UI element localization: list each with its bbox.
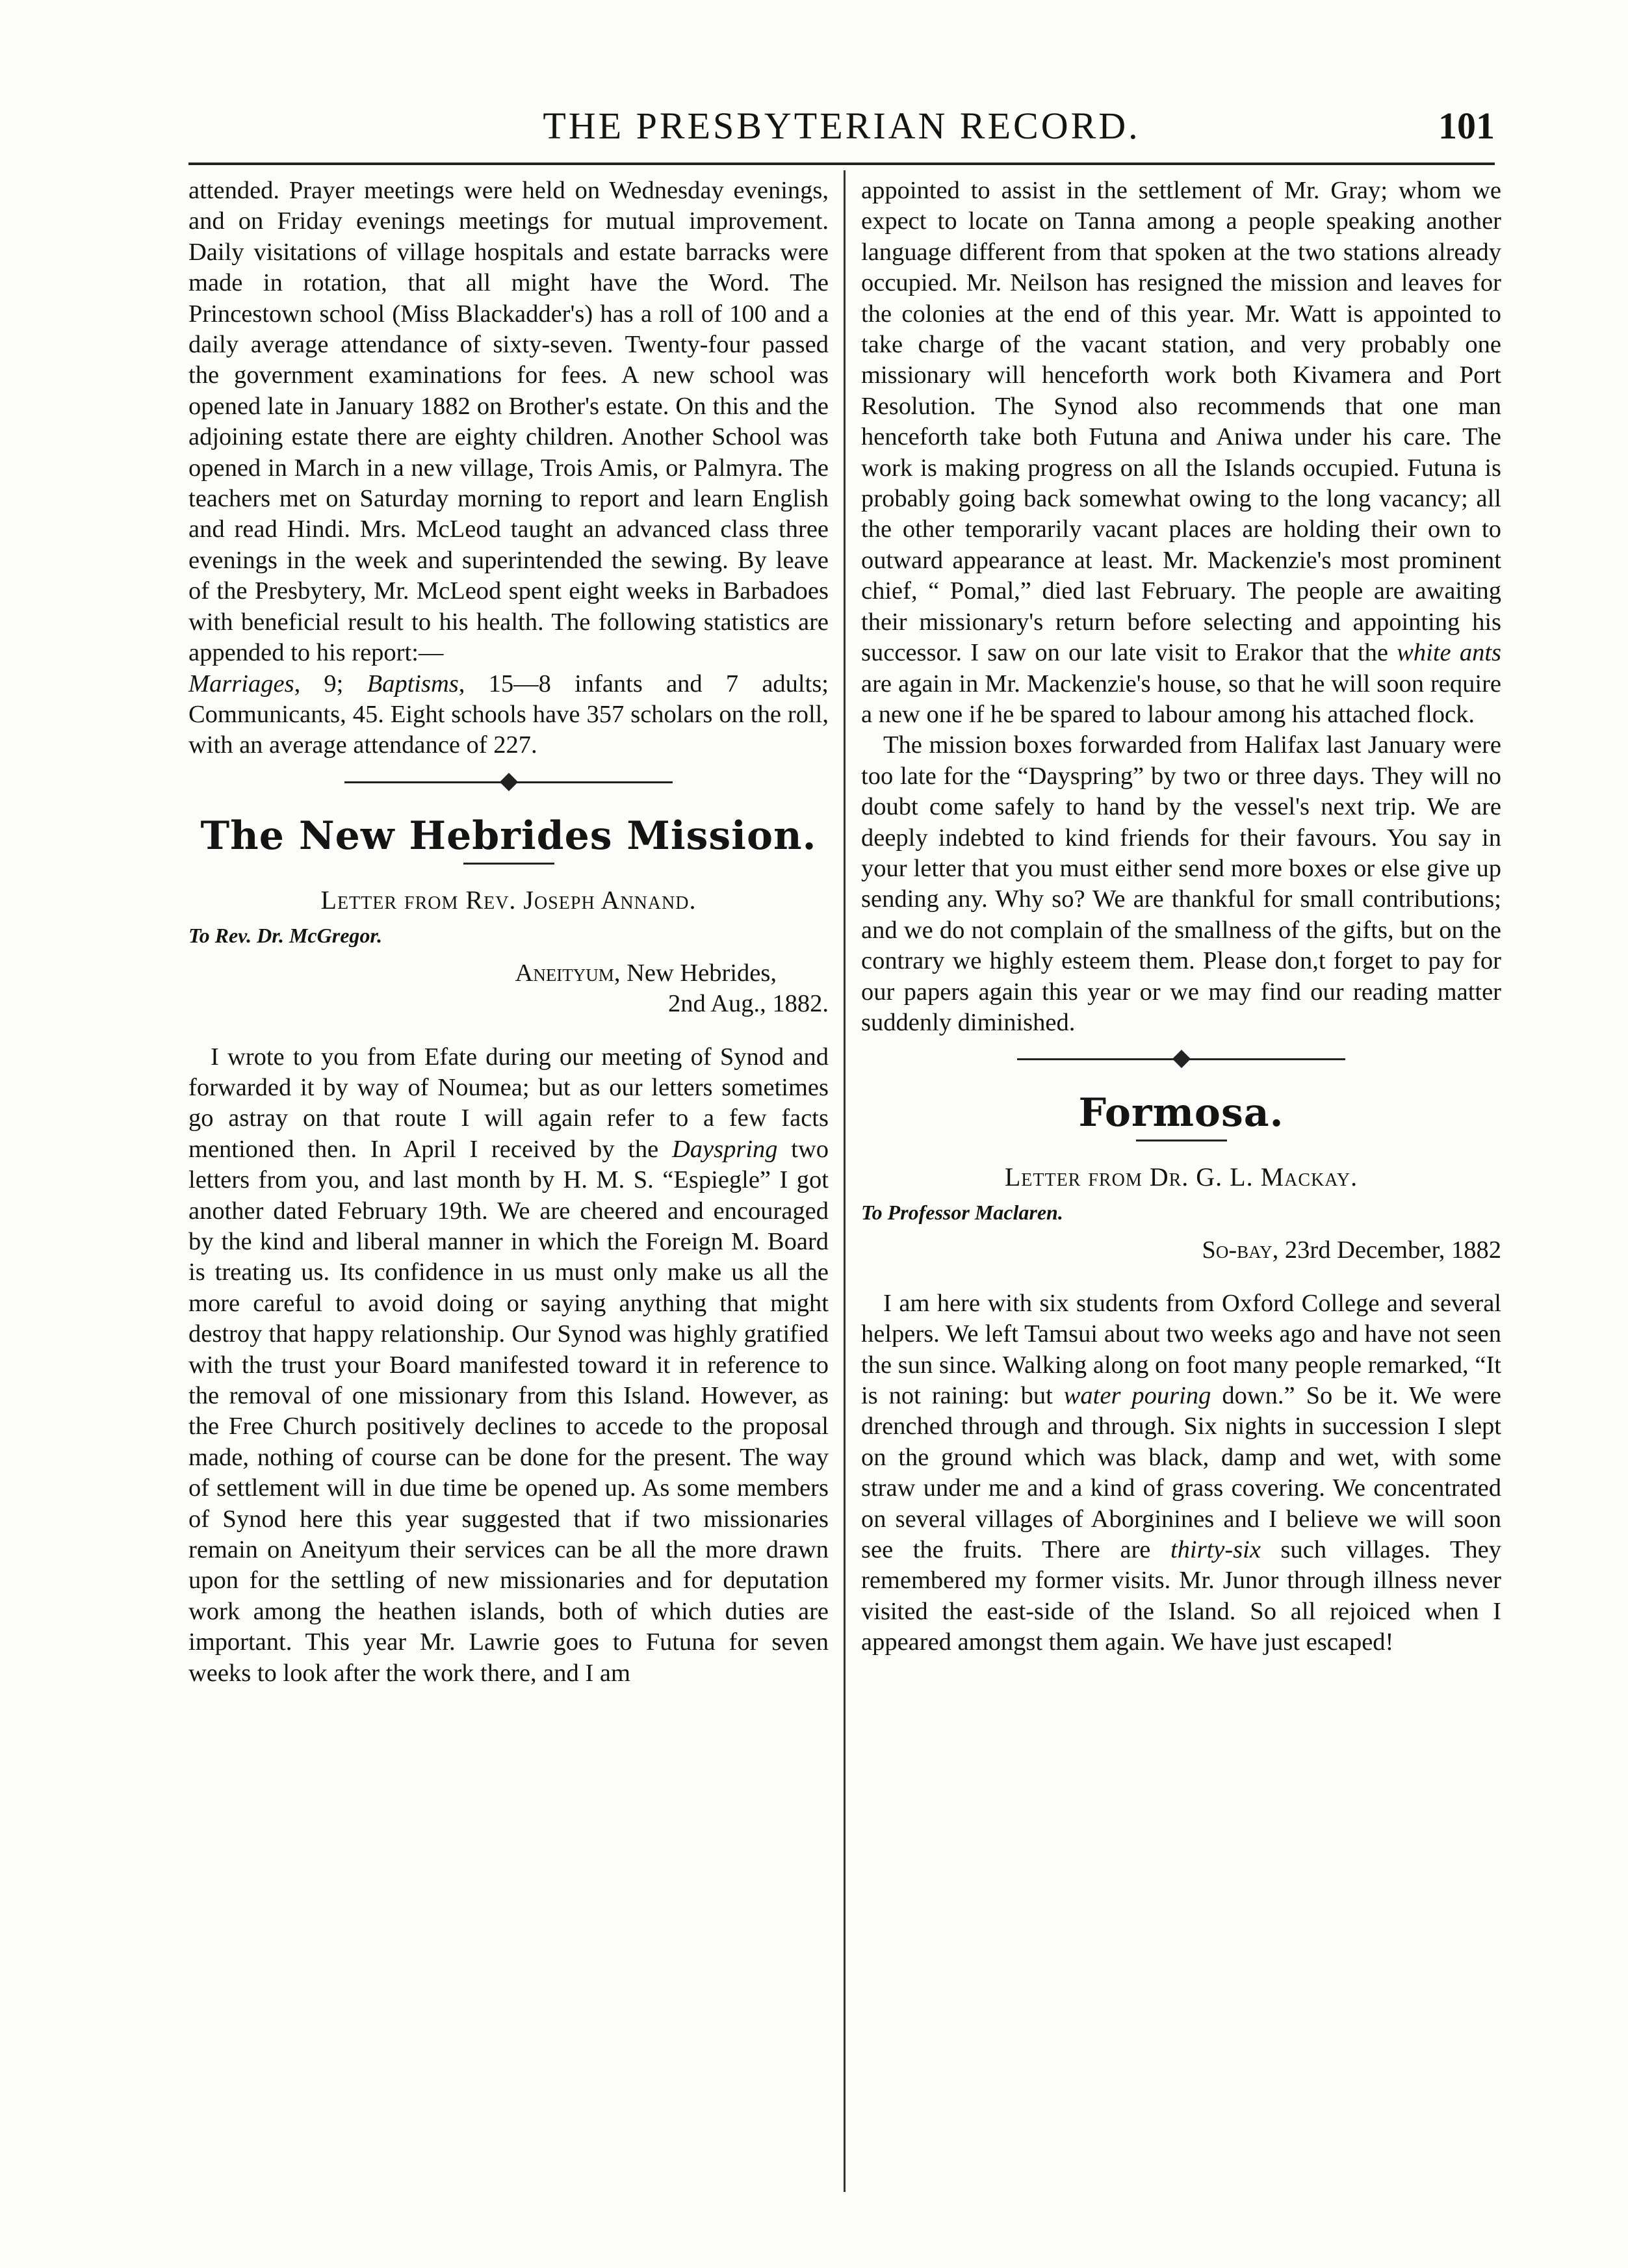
left-column — [188, 176, 829, 1689]
trinidad-report-continuation: attended. Prayer meetings were held on Wednesday evenings, and on Friday evenings meetings for mutual improvement. Daily visitations of village hospitals and estate barracks were made in rotation, that all might have the Word. The Princestown school (Miss Blackadder's) has a roll of 100 and a daily average attendance of sixty-seven. Twenty-four passed the government examinations for fees. A new school was opened late in January 1882 on Brother's estate. On this and the adjoining estate there are eighty children. Another School was opened in March in a new village, Trois Amis, or Palmyra. The teachers met on Saturday morning to report and learn English and read Hindi. Mrs. McLeod taught an advanced class three evenings in the week and superintended the sewing. By leave of the Presbytery, Mr. McLeod spent eight weeks in Barbadoes with beneficial result to his health. The following statistics are appended to his report:— — [188, 177, 829, 667]
mission-boxes-paragraph: The mission boxes forwarded from Halifax last January were too late for the “Dayspring” by two or three days. They will no doubt come safely to hand by the vessel's next trip. We are deeply indebted to kind friends for their favours. You say in your letter that you must either send more boxes or else give up sending any. Why so? We are thankful for small contributions; and we do not complain of the smallness of the gifts, but on the contrary we highly esteem them. Please don,t forget to pay for our papers again this year or we may find our reading matter suddenly diminished. — [861, 731, 1501, 1036]
vessel-name: Dayspring — [671, 1135, 778, 1163]
heading-rule — [463, 863, 554, 865]
statistics-paragraph — [188, 669, 829, 761]
water-pouring-italic: water pouring — [1063, 1382, 1211, 1409]
heading-rule — [1136, 1140, 1227, 1141]
dateline-date: , 23rd December, 1882 — [1272, 1236, 1501, 1264]
formosa-heading: Formosa. — [1078, 1090, 1284, 1136]
mackay-body-end: such villages. They remembered my former visits. Mr. Junor through illness never visited the east-side of the Island. So all rejoiced when I appeared amongst them again. We have just escaped! — [861, 1536, 1502, 1656]
mackay-letter-body — [861, 1288, 1501, 1658]
annand-letter-body — [188, 1042, 829, 1689]
dateline-place-name: So-bay — [1202, 1236, 1273, 1264]
marriages-label: Marriages — [188, 670, 294, 697]
column-divider — [844, 170, 846, 2192]
ornament-diamond-icon — [1172, 1050, 1190, 1068]
section-ornament — [861, 1045, 1501, 1073]
baptisms-label: Baptisms — [367, 670, 459, 697]
mackay-body-intro: I am here with six students from Oxford College and several helpers. We left Tamsui about two weeks ago and have not seen the sun since. Walking along on foot many people remarked, “It is not raining: but — [861, 1289, 1501, 1409]
marriages-value: , 9; — [294, 670, 367, 697]
annand-dateline-place — [188, 958, 829, 989]
dateline-place-rest: , New Hebrides, — [614, 959, 777, 987]
right-column — [861, 176, 1501, 1658]
new-hebrides-heading: The New Hebrides Mission. — [200, 813, 817, 859]
mackay-body-mid: down.” So be it. We were drenched through and through. Six nights in succession I slept on the ground which was black, damp and wet, with some straw under me and a kind of grass covering. We concentrated on several villages of Aborginines and I believe we will soon see the fruits. There are — [861, 1382, 1501, 1564]
mackay-letter-title: Letter from Dr. G. L. Mackay. — [1004, 1162, 1358, 1192]
annand-dateline-date: 2nd Aug., 1882. — [667, 990, 829, 1018]
annand-body-rest: two letters from you, and last month by H. M. S. “Espiegle” I got another dated February 19th. We are cheered and encouraged by the kind and liberal manner in which the Foreign M. Board is treating us. Its confidence in us must only make us all the more careful to avoid doing or saying anything that might destroy that happy relationship. Our Synod was highly gratified with the trust your Board manifested toward it in reference to the removal of one missionary from this Island. However, as the Free Church positively declines to accede to the proposal made, nothing of course can be done for the present. The way of settlement will in due time be opened up. As some members of Synod here this year suggested that if two missionaries remain on Aneityum their services can be all the more drawn upon for the settling of new missionaries and for deputation work among the heathen islands, both of which duties are important. This year Mr. Lawrie goes to Futuna for seven weeks to look after the work there, and I am — [188, 1135, 829, 1687]
baptisms-value: , 15—8 infants and 7 adults; Communicants, 45. Eight schools have 357 scholars on the roll, with an average attendance of 227. — [188, 670, 829, 759]
section-ornament — [188, 768, 829, 796]
thirty-six-italic: thirty-six — [1170, 1536, 1261, 1564]
continuation-part-2: are again in Mr. Mackenzie's house, so that he will soon require a new one if he be spared to labour among his attached flock. — [861, 670, 1501, 728]
annand-body-intro: I wrote to you from Efate during our meeting of Synod and forwarded it by way of Noumea; but as our letters sometimes go astray on that route I will again refer to a few facts mentioned then. In April I received by the — [188, 1043, 829, 1163]
ornament-diamond-icon — [499, 773, 517, 791]
continuation-part-1: appointed to assist in the settlement of Mr. Gray; whom we expect to locate on Tanna among a people speaking another language different from that spoken at the two stations already occupied. Mr. Neilson has resigned the mission and leaves for the colonies at the end of this year. Mr. Watt is appointed to take charge of the vacant station, and very probably one missionary will henceforth work both Kivamera and Port Resolution. The Synod also recommends that one man henceforth take both Futuna and Aniwa under his care. The work is making progress on all the Islands occupied. Futuna is probably going back somewhat owing to the long vacancy; all the other temporarily vacant places are holding their own to outward appearance at least. Mr. Mackenzie's most prominent chief, “ Pomal,” died last February. The people are awaiting their missionary's return before selecting and appointing his successor. I saw on our late visit to Erakor that the — [861, 177, 1501, 667]
page-number: 101 — [1438, 105, 1495, 147]
running-head — [188, 104, 1495, 165]
journal-title: THE PRESBYTERIAN RECORD. — [543, 105, 1141, 147]
mackay-dateline — [861, 1235, 1501, 1266]
annand-letter-title: Letter from Rev. Joseph Annand. — [320, 885, 697, 915]
mackay-letter-addressee: To Professor Maclaren. — [861, 1201, 1063, 1225]
dateline-place-name: Aneityum — [515, 959, 614, 987]
annand-letter-continuation — [861, 176, 1501, 730]
annand-letter-addressee: To Rev. Dr. McGregor. — [188, 923, 383, 947]
white-ants-italic: white ants — [1397, 639, 1502, 667]
